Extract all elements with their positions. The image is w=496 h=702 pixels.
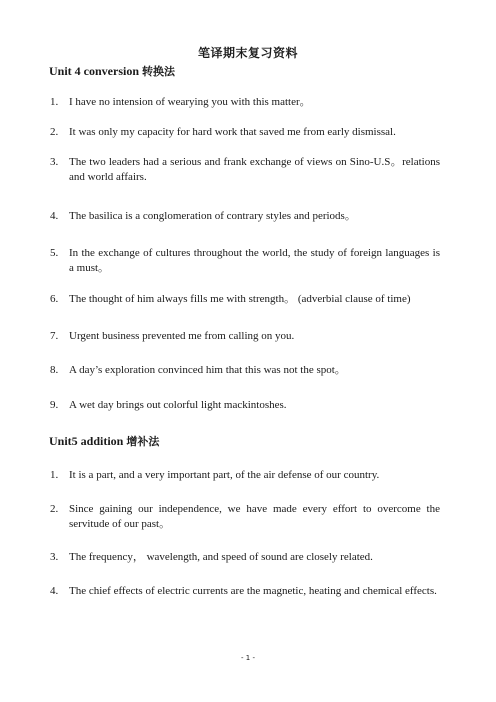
list-item [50,246,440,276]
section-heading-en: Unit 4 conversion [49,64,142,78]
list-item [50,502,440,532]
item-text: It was only my capacity for hard work that saved me from early dismissal. [69,126,396,138]
item-text: Urgent business prevented me from calling on you. [69,330,295,342]
item-number: 9. [50,399,59,411]
item-number: 8. [50,364,59,376]
item-number: 3. [50,156,59,168]
item-text: It is a part, and a very important part, of the air defense of our country. [69,469,380,481]
item-number: 2. [50,503,59,515]
list-item [50,468,440,483]
list-item [50,155,440,185]
section-heading-cjk: 增补法 [126,435,160,448]
section-heading-unit5 [49,433,159,449]
list-item [50,125,440,140]
item-number: 7. [50,330,59,342]
item-number: 4. [50,585,59,597]
item-text: Since gaining our independence, we have made every effort to overcome the servitude of our past。 [69,503,440,530]
list-item [50,209,440,224]
item-number: 6. [50,293,59,305]
list-item [50,95,440,110]
item-text: I have no intension of wearying you with this matter。 [69,96,311,108]
list-item [50,584,440,599]
item-number: 2. [50,126,59,138]
item-number: 3. [50,551,59,563]
list-item [50,398,440,413]
item-text: The frequency， wavelength, and speed of sound are closely related. [69,551,373,563]
item-number: 5. [50,247,59,259]
item-text: In the exchange of cultures throughout the world, the study of foreign languages is a must。 [69,247,440,274]
item-text: The two leaders had a serious and frank exchange of views on Sino-U.S。relations and world affairs. [69,156,440,183]
list-item [50,363,440,378]
section-heading-en: Unit5 addition [49,434,127,448]
item-text: A wet day brings out colorful light mackintoshes. [69,399,287,411]
list-item [50,329,440,344]
page-number: - 1 - [241,654,255,662]
item-number: 1. [50,96,59,108]
item-number: 1. [50,469,59,481]
section-heading-cjk: 转换法 [142,65,175,78]
section-heading-unit4 [49,63,175,79]
item-text: A day’s exploration convinced him that this was not the spot。 [69,364,346,376]
item-text: The basilica is a conglomeration of contrary styles and periods。 [69,210,356,222]
item-text: The chief effects of electric currents are the magnetic, heating and chemical effects. [69,585,437,597]
list-item [50,292,440,307]
list-item [50,550,440,565]
item-text: The thought of him always fills me with strength。 (adverbial clause of time) [69,293,411,305]
item-number: 4. [50,210,59,222]
page-title: 笔译期末复习资料 [197,46,298,60]
